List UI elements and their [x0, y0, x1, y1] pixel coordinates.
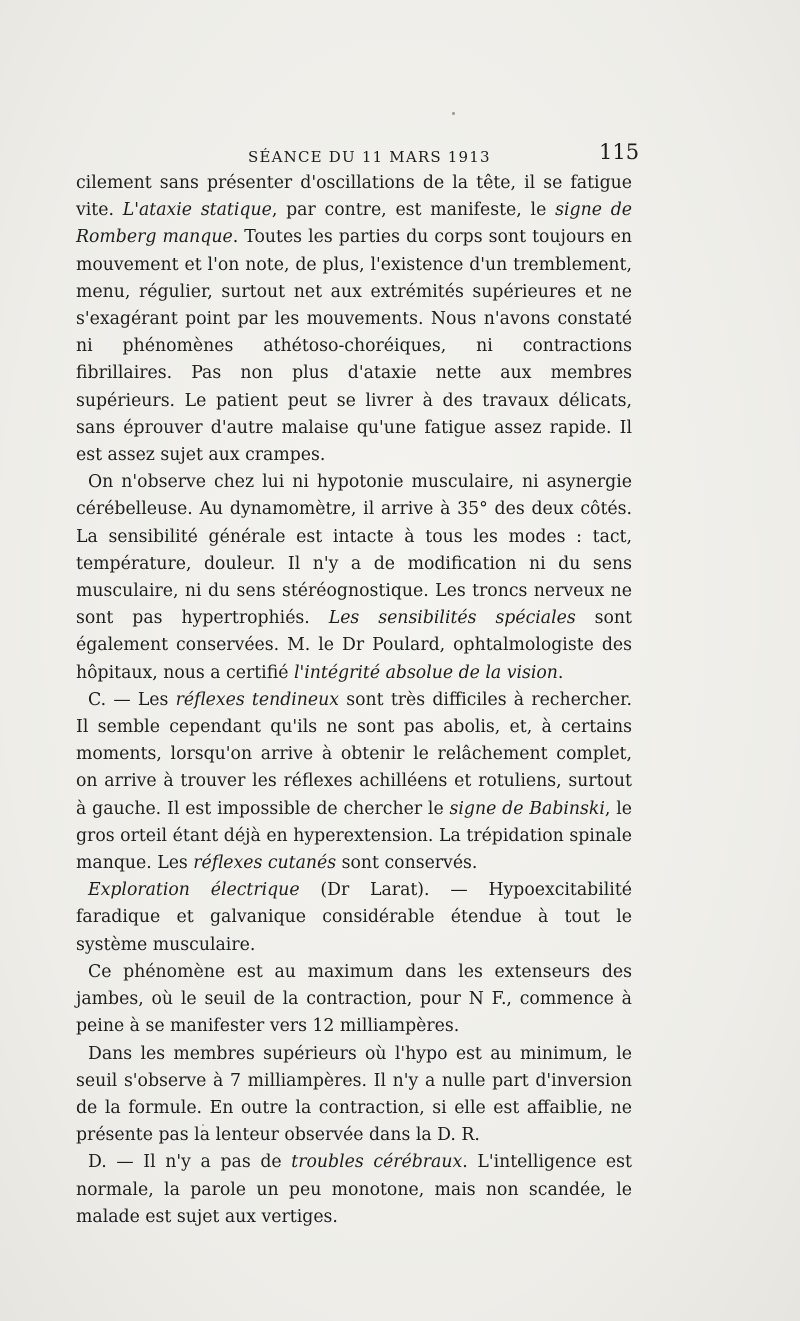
italic-text: signe de Babinski [449, 798, 605, 819]
running-head: SÉANCE DU 11 MARS 1913 [248, 148, 491, 166]
text-run: C. — Les [88, 689, 176, 710]
text-run: sont conservés. [336, 853, 478, 874]
italic-text: réflexes cutanés [193, 853, 337, 874]
paragraph [76, 170, 632, 469]
paper-speck [452, 112, 455, 115]
paragraph [76, 1041, 632, 1150]
text-run: Dans les membres supérieurs où l'hypo est au minimum, le seuil s'observe à 7 milliampères. Il n'y a nulle part d'inversion de la formule. En outre la contraction, si elle est affaiblie, ne présente pas la lenteur observée dans la D. R. [76, 1043, 632, 1146]
text-run: cilement sans présenter d'oscillations de la tête, il se fatigue vite. [76, 173, 632, 221]
italic-text: L'ataxie statique [122, 200, 272, 221]
paragraph [76, 469, 632, 687]
italic-text: troubles cérébraux [291, 1152, 463, 1173]
page-header [76, 140, 640, 170]
paragraph [76, 959, 632, 1041]
text-run: D. — Il n'y a pas de [88, 1152, 292, 1173]
text-run: sont également conservées. M. le Dr Poulard, ophtalmologiste des hôpitaux, nous a certifié [76, 608, 633, 683]
text-run: . Toutes les parties du corps sont toujours en mouvement et l'on note, de plus, l'existence d'un tremblement, menu, régulier, surtout net aux extrémités supérieures et ne s'exagérant point par les mouvements. Nous n'avons constaté ni phénomènes athétoso-choréiques, ni contractions fibrillaires. Pas non plus d'ataxie nette aux membres supérieurs. Le patient peut se livrer à des travaux délicats, sans éprouver d'autre malaise qu'une fatigue assez rapide. Il est assez sujet aux crampes. [76, 227, 633, 466]
italic-text: Exploration électrique [88, 880, 300, 901]
text-run: , le gros orteil étant déjà en hyperextension. La trépidation spinale manque. Les [76, 798, 632, 874]
paragraph [76, 877, 632, 959]
text-run: Ce phénomène est au maximum dans les extenseurs des jambes, où le seuil de la contraction, pour N F., commence à peine à se manifester vers 12 milliampères. [76, 961, 632, 1037]
body-text [76, 170, 632, 1231]
text-run: (Dr Larat). — Hypoexcitabilité faradique et galvanique considérable étendue à tout le système musculaire. [76, 880, 632, 955]
paragraph [76, 1149, 632, 1231]
text-run: On n'observe chez lui ni hypotonie musculaire, ni asynergie cérébelleuse. Au dynamomètre, il arrive à 35° des deux côtés. La sensibilité générale est intacte à tous les modes : tact, température, douleur. Il n'y a de modification ni du sens musculaire, ni du sens stéréognostique. Les troncs nerveux ne sont pas hypertrophiés. [76, 472, 632, 629]
text-run: . L'intelligence est normale, la parole un peu monotone, mais non scandée, le malade est sujet aux vertiges. [76, 1152, 632, 1227]
paragraph [76, 687, 632, 877]
italic-text: signe de Romberg manque [76, 200, 633, 248]
text-run: sont très difficiles à rechercher. Il semble cependant qu'ils ne sont pas abolis, et, à certains moments, lorsqu'on arrive à obtenir le relâchement complet, on arrive à trouver les réflexes achilléens et rotuliens, surtout à gauche. Il est impossible de chercher le [76, 689, 632, 819]
text-run: . [557, 662, 564, 683]
italic-text: réflexes tendineux [175, 689, 340, 710]
italic-text: Les sensibilités spéciales [328, 608, 576, 629]
page-number: 115 [599, 140, 640, 164]
italic-text: l'intégrité absolue de la vision [293, 662, 558, 683]
text-run: , par contre, est manifeste, le [271, 200, 556, 221]
